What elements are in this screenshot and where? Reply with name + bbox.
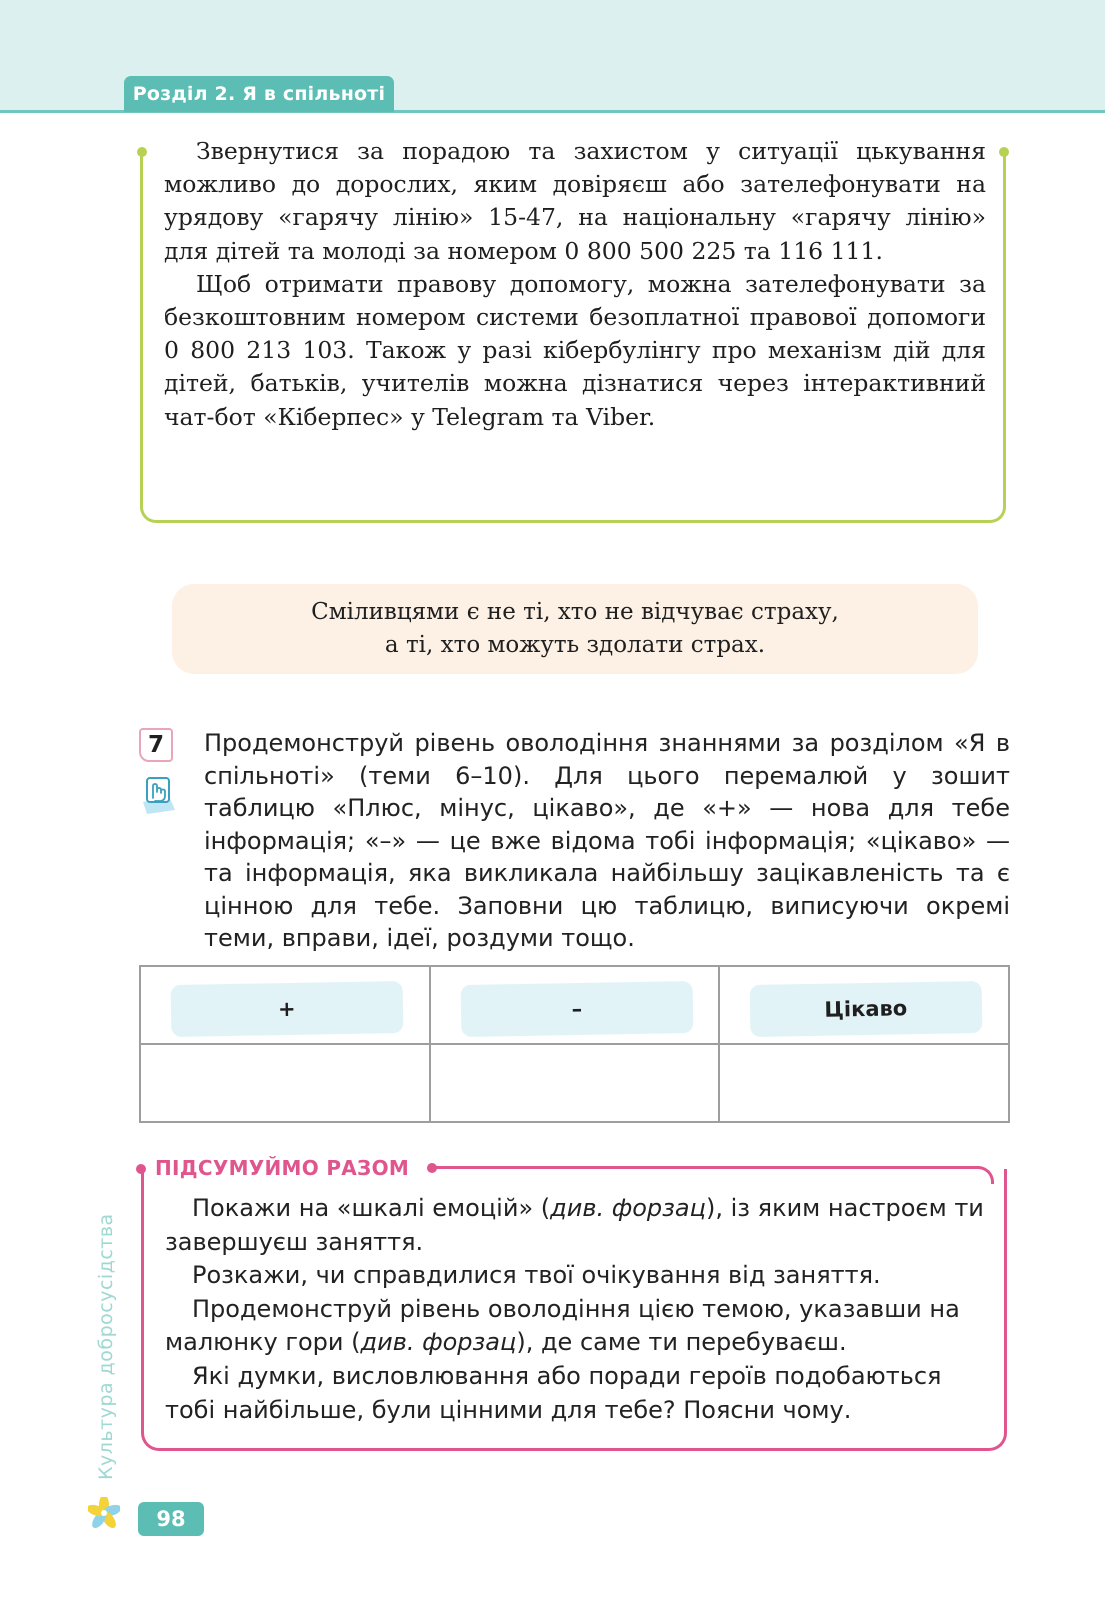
page-number: 98 xyxy=(138,1502,204,1536)
quote-box xyxy=(172,584,978,674)
decor-dot xyxy=(136,1164,146,1174)
info-text xyxy=(164,135,986,434)
plus-minus-table xyxy=(139,965,1010,1123)
summary-top-border xyxy=(432,1166,994,1184)
flower-icon xyxy=(88,1497,120,1529)
task-number: 7 xyxy=(139,728,173,762)
info-paragraph: Щоб отримати правову допомогу, можна зателефонувати за безкоштовним номером системи безоплатної правової допомоги 0 800 213 103. Також у разі кібербулінгу про механізм дій для дітей, батьків, учителів можна дізнатися через інтерактивний чат-бот «Кіберпес» у Telegram та Viber. xyxy=(164,269,986,431)
quote-line: Сміливцями є не ті, хто не відчуває страху, xyxy=(311,599,839,625)
table-cell xyxy=(430,1044,720,1122)
side-label: Культура добросусідства xyxy=(95,1213,117,1480)
table-header-cell xyxy=(140,966,430,1044)
summary-paragraph: Покажи на «шкалі емоцій» (див. форзац), із яким настроєм ти завершуєш заняття. xyxy=(165,1194,984,1256)
summary-text xyxy=(165,1192,987,1427)
decor-dot xyxy=(999,147,1009,157)
summary-paragraph: Розкажи, чи справдилися твої очікування від заняття. xyxy=(192,1261,881,1290)
quote-line: а ті, хто можуть здолати страх. xyxy=(384,632,766,658)
table-header-interesting: Цікаво xyxy=(750,981,983,1037)
table-header-plus: + xyxy=(171,981,404,1037)
hand-writing-icon xyxy=(139,772,183,816)
task-text: Продемонструй рівень оволодіння знаннями за розділом «Я в спільноті» (теми 6–10). Для цього перемалюй у зошит таблицю «Плюс, мінус, цікаво», де «+» — нова для тебе інформація; «–» — це вже відома тобі інформація; «цікаво» — та інформація, яка викликала найбільшу зацікавленість та є цінною для тебе. Заповни цю таблицю, виписуючи окремі теми, вправи, ідеї, роздуми тощо. xyxy=(204,729,1010,952)
decor-dot xyxy=(137,147,147,157)
summary-paragraph: Які думки, висловлювання або поради героїв подобаються тобі найбільше, були цінними для тебе? Поясни чому. xyxy=(165,1361,942,1424)
info-paragraph: Звернутися за порадою та захистом у ситуації цькування можливо до дорослих, яким довіряєш або зателефонувати на урядову «гарячу лінію» 15-47, на національну «гарячу лінію» для дітей та молоді за номером 0 800 500 225 та 116 111. xyxy=(164,137,986,265)
table-cell xyxy=(719,1044,1009,1122)
summary-paragraph: Продемонструй рівень оволодіння цією темою, указавши на малюнку гори (див. форзац), де саме ти перебуваєш. xyxy=(165,1294,960,1357)
summary-title: ПІДСУМУЙМО РАЗОМ xyxy=(151,1155,413,1181)
decor-dot xyxy=(427,1163,437,1173)
section-tab: Розділ 2. Я в спільноті xyxy=(124,76,394,112)
table-cell xyxy=(140,1044,430,1122)
table-header-cell xyxy=(430,966,720,1044)
table-header-minus: – xyxy=(460,981,693,1037)
table-header-cell xyxy=(719,966,1009,1044)
